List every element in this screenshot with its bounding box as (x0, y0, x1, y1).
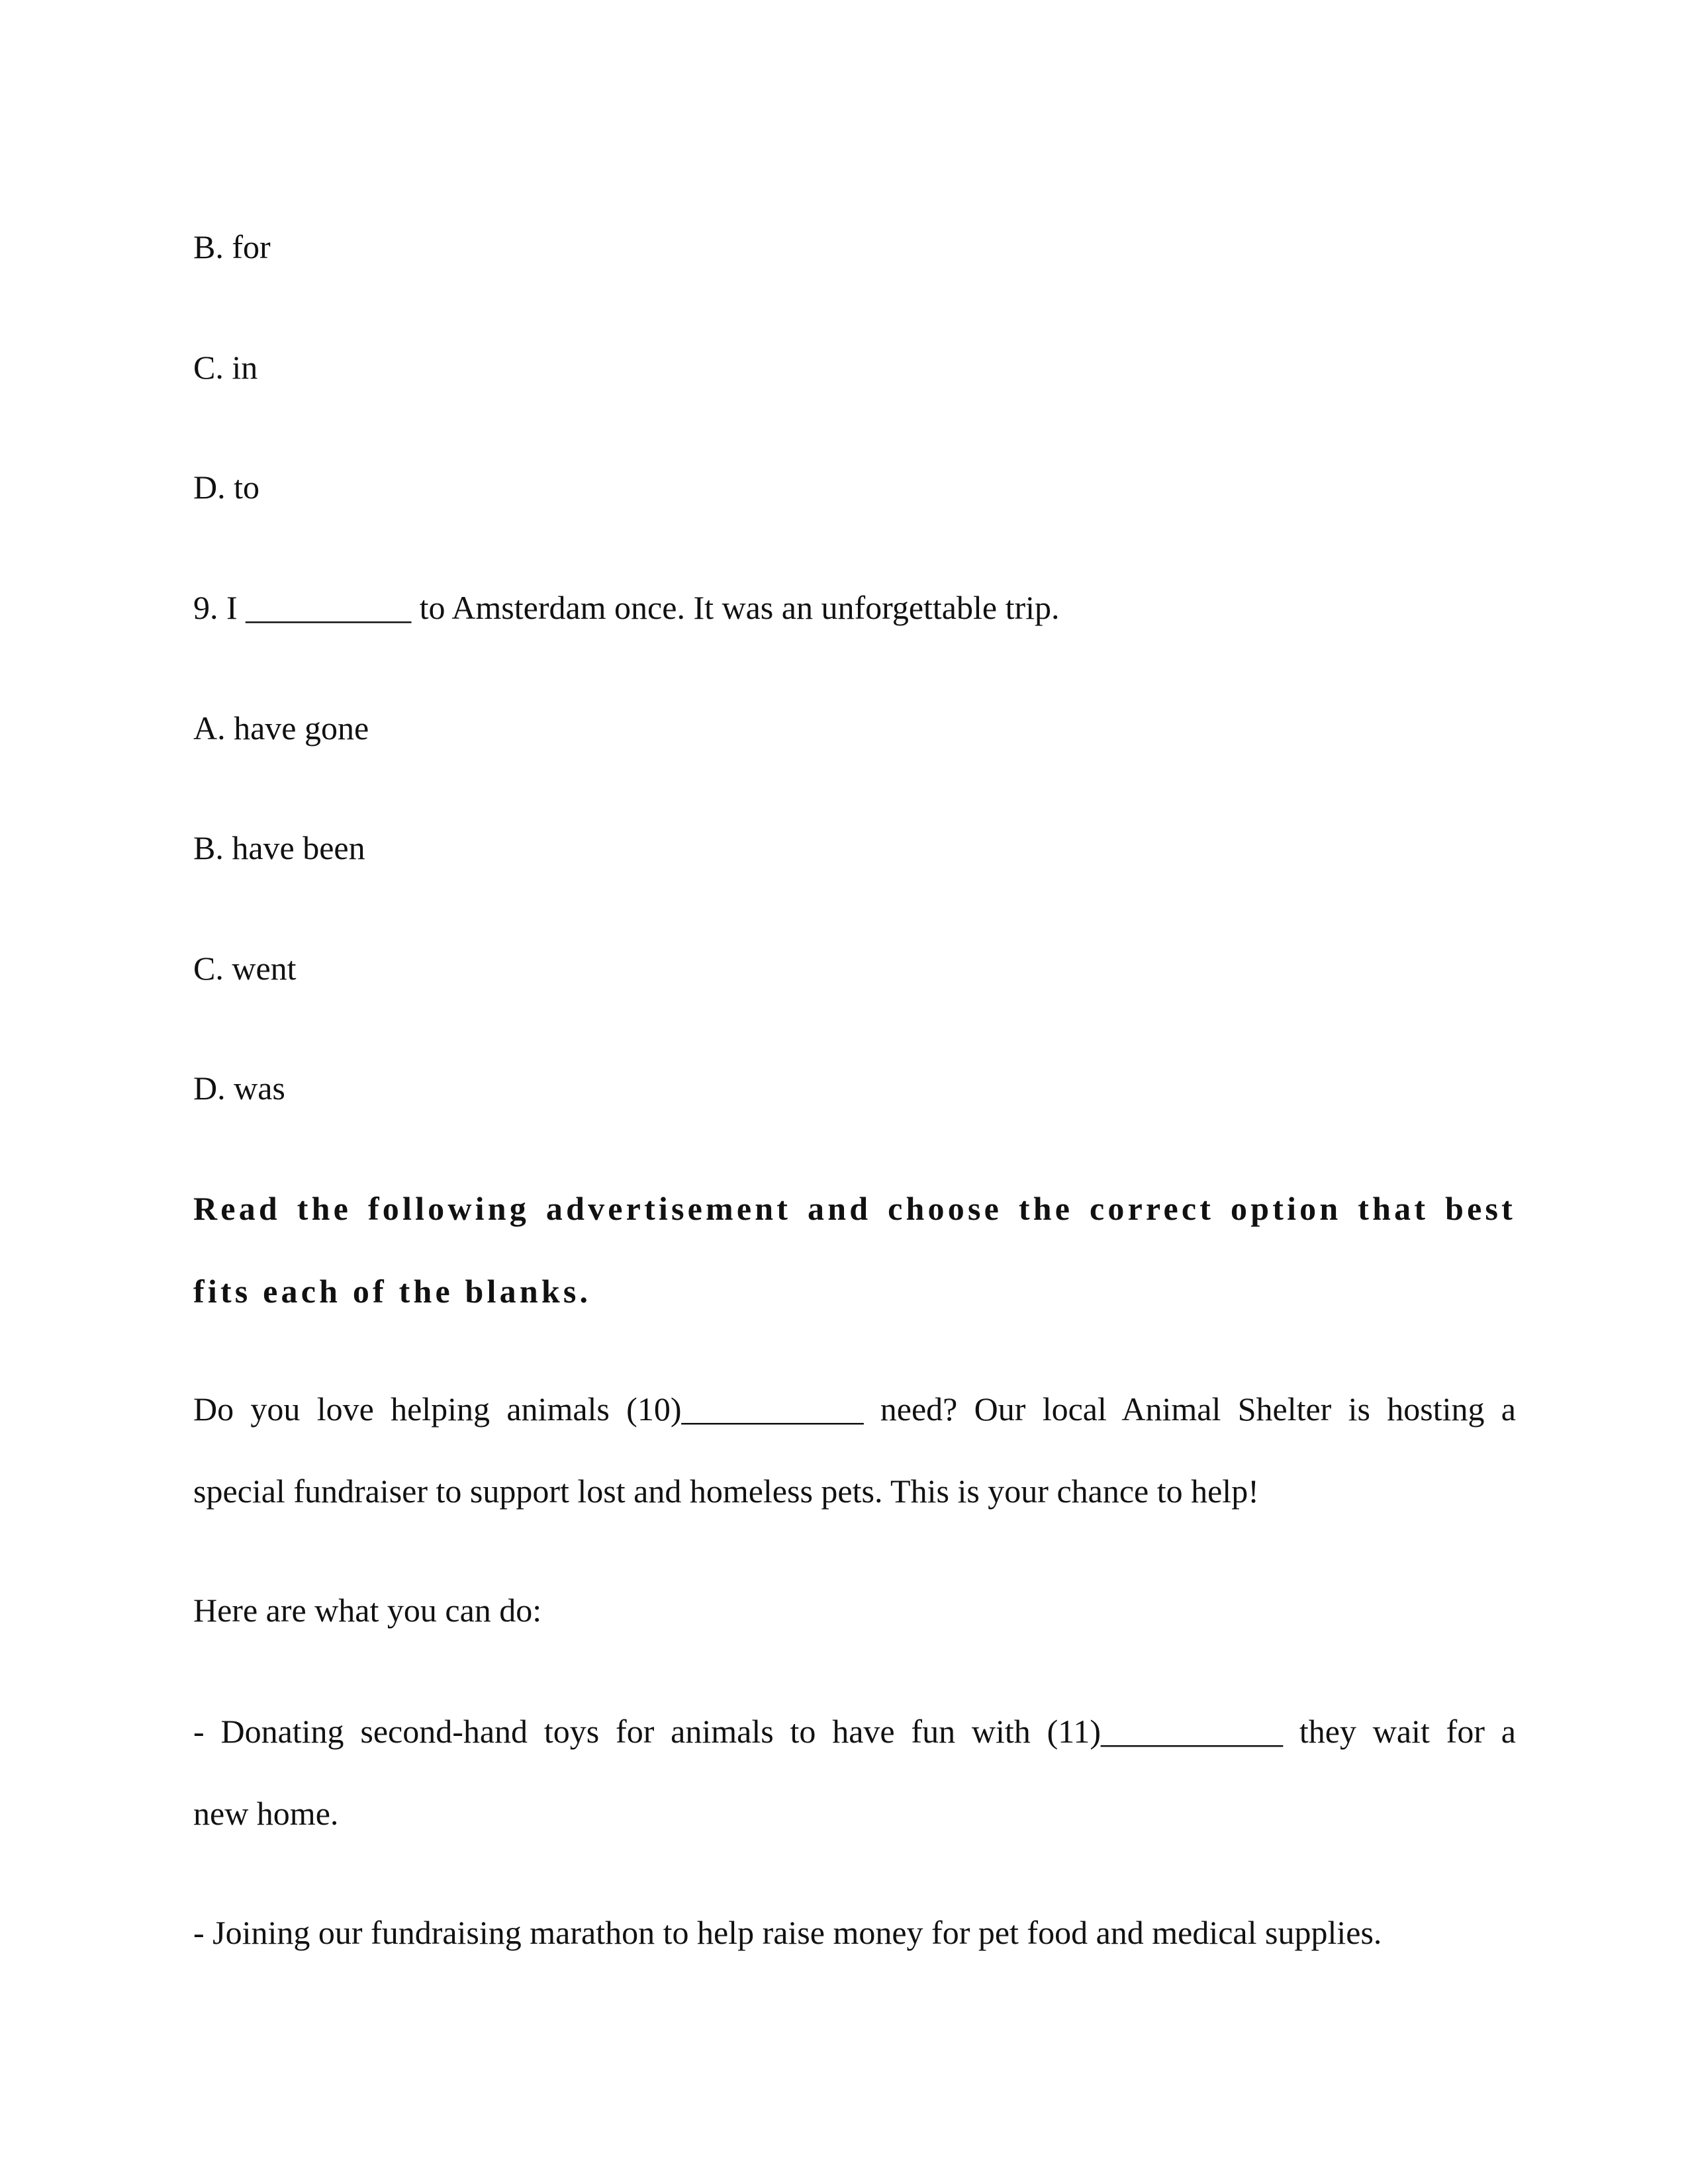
q8-option-d: D. to (193, 469, 259, 506)
passage-p3-line-1: - Donating second-hand toys for animals to have fun with (11)___________ they wait for a (193, 1713, 1516, 1750)
q9-option-a: A. have gone (193, 709, 369, 747)
passage-p4: - Joining our fundraising marathon to help raise money for pet food and medical supplies. (193, 1914, 1382, 1951)
passage-p1-line-1: Do you love helping animals (10)___________ need? Our local Animal Shelter is hosting a (193, 1390, 1516, 1428)
passage-p3-line-2: new home. (193, 1795, 339, 1832)
q8-option-b: B. for (193, 228, 271, 265)
passage-p1-line-2: special fundraiser to support lost and homeless pets. This is your chance to help! (193, 1473, 1259, 1510)
instruction-line-2: fits each of the blanks. (193, 1273, 592, 1310)
q8-option-c: C. in (193, 349, 258, 386)
instruction-line-1: Read the following advertisement and choose the correct option that best (193, 1190, 1516, 1227)
q9-option-c: C. went (193, 950, 297, 987)
passage-p2: Here are what you can do: (193, 1592, 542, 1629)
q9-option-b: B. have been (193, 829, 365, 866)
q9-stem: 9. I __________ to Amsterdam once. It was an unforgettable trip. (193, 589, 1060, 626)
q9-option-d: D. was (193, 1069, 285, 1107)
